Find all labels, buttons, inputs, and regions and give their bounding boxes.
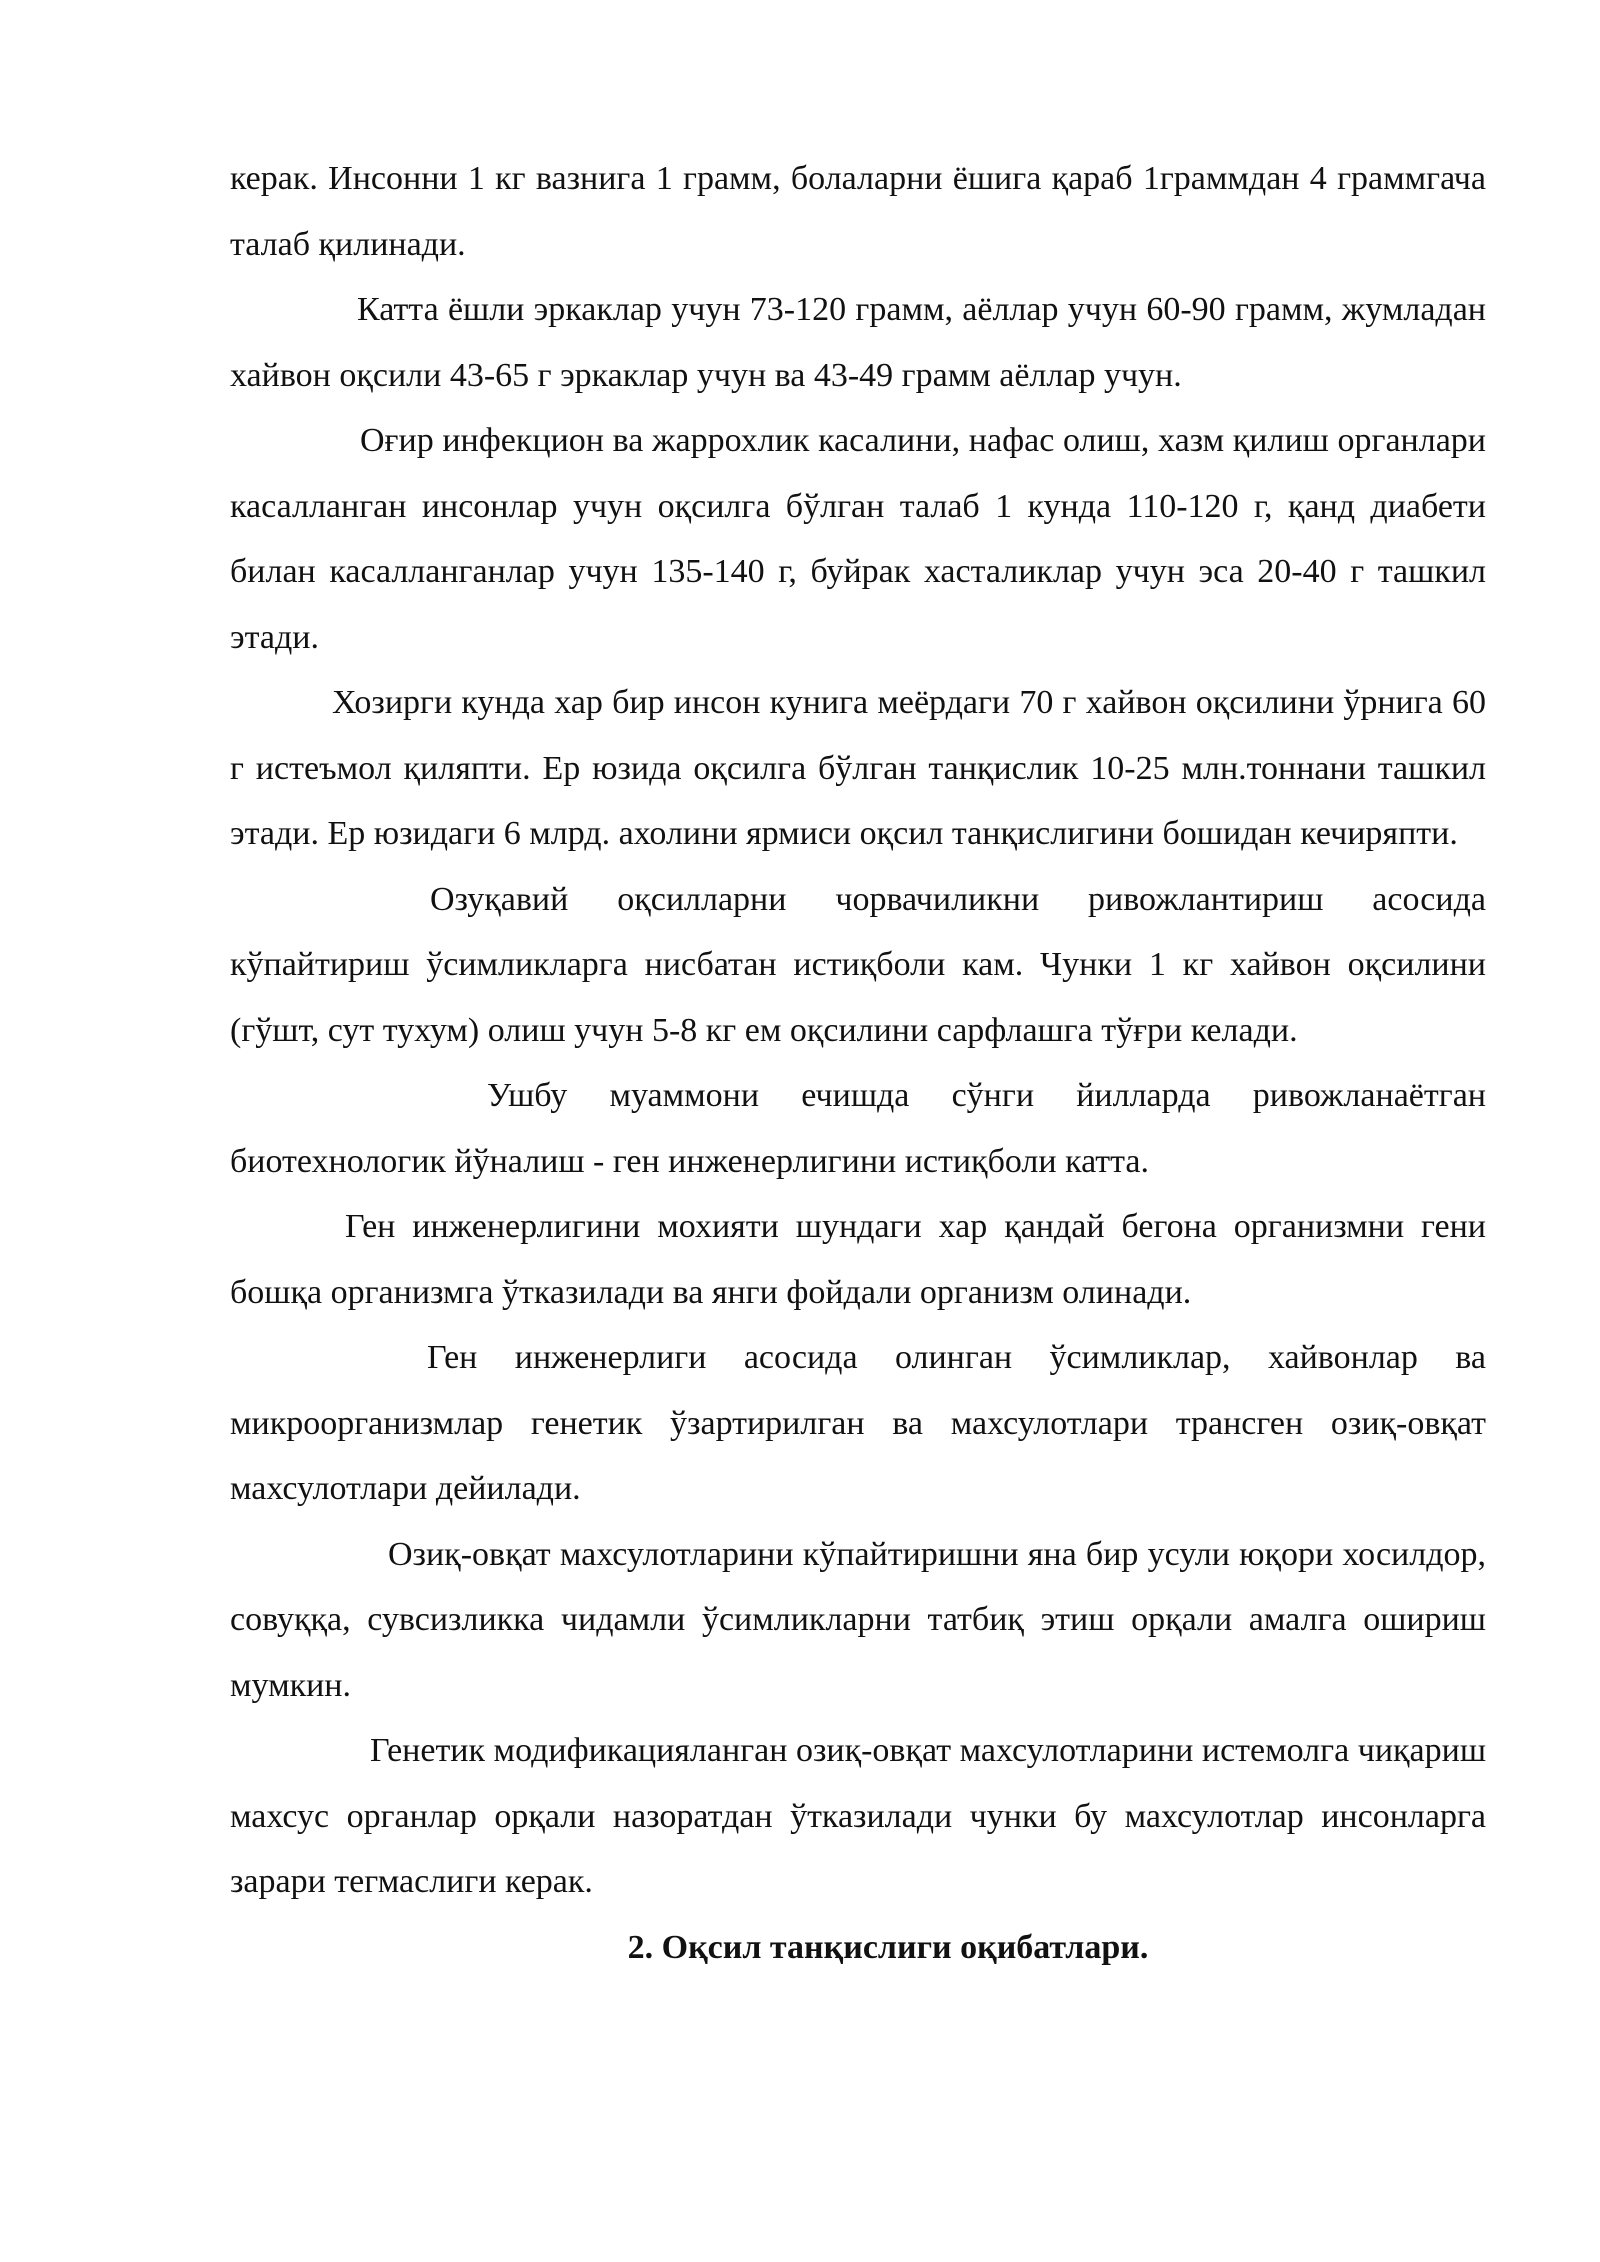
paragraph-gm-control: Генетик модификацияланган озиқ-овқат махсулотларини истемолга чиқариш махсус органлар орқали назоратдан ўтказилади чунки бу махсулотлар инсонларга зарари тегмаслиги керак. (230, 1732, 1486, 1900)
section-heading: 2. Оқсил танқислиги оқибатлари. (627, 1928, 1149, 1966)
paragraph-transgenic-products: Ген инженерлиги асосида олинган ўсимликлар, хайвонлар ва микроорганизмлар генетик ўзартирилган ва махсулотлари трансген озиқ-овқат махсулотлари дейилади. (230, 1339, 1486, 1507)
paragraph-current-consumption: Хозирги кунда хар бир инсон кунига меёрдаги 70 г хайвон оқсилини ўрнига 60 г истеъмол қиляпти. Ер юзида оқсилга бўлган танқислик 10-25 млн.тоннани ташкил этади. Ер юзидаги 6 млрд. ахолини ярмиси оқсил танқислигини бошидан кечиряпти. (230, 684, 1486, 852)
paragraph-disease-requirement: Оғир инфекцион ва жаррохлик касалини, нафас олиш, хазм қилиш органлари касалланган инсонлар учун оқсилга бўлган талаб 1 кунда 110-120 г, қанд диабети билан касалланганлар учун 135-140 г, буйрак хасталиклар учун эса 20-40 г ташкил этади. (230, 422, 1486, 656)
paragraph-gene-engineering-essence: Ген инженерлигини мохияти шундаги хар қандай бегона организмни гени бошқа организмга ўтказилади ва янги фойдали организм олинади. (230, 1208, 1486, 1311)
document-body (230, 146, 1486, 1980)
paragraph-high-yield-plants: Озиқ-овқат махсулотларини кўпайтиришни яна бир усули юқори хосилдор, совуққа, сувсизликка чидамли ўсимликларни татбиқ этиш орқали амалга ошириш мумкин. (230, 1535, 1486, 1704)
paragraph-biotech-solution: Ушбу муаммони ечишда сўнги йилларда ривожланаётган биотехнологик йўналиш - ген инженерлигини истиқболи катта. (230, 1077, 1486, 1180)
paragraph-livestock-protein: Озуқавий оқсилларни чорвачиликни ривожлантириш асосида кўпайтириш ўсимликларга нисбатан истиқболи кам. Чунки 1 кг хайвон оқсилини (гўшт, сут тухум) олиш учун 5-8 кг ем оқсилини сарфлашга тўғри келади. (230, 880, 1486, 1049)
paragraph-protein-norm: керак. Инсонни 1 кг вазнига 1 грамм, болаларни ёшига қараб 1граммдан 4 граммгача талаб қилинади. (230, 160, 1486, 263)
paragraph-adult-requirement: Катта ёшли эркаклар учун 73-120 грамм, аёллар учун 60-90 грамм, жумладан хайвон оқсили 43-65 г эркаклар учун ва 43-49 грамм аёллар учун. (230, 291, 1486, 394)
